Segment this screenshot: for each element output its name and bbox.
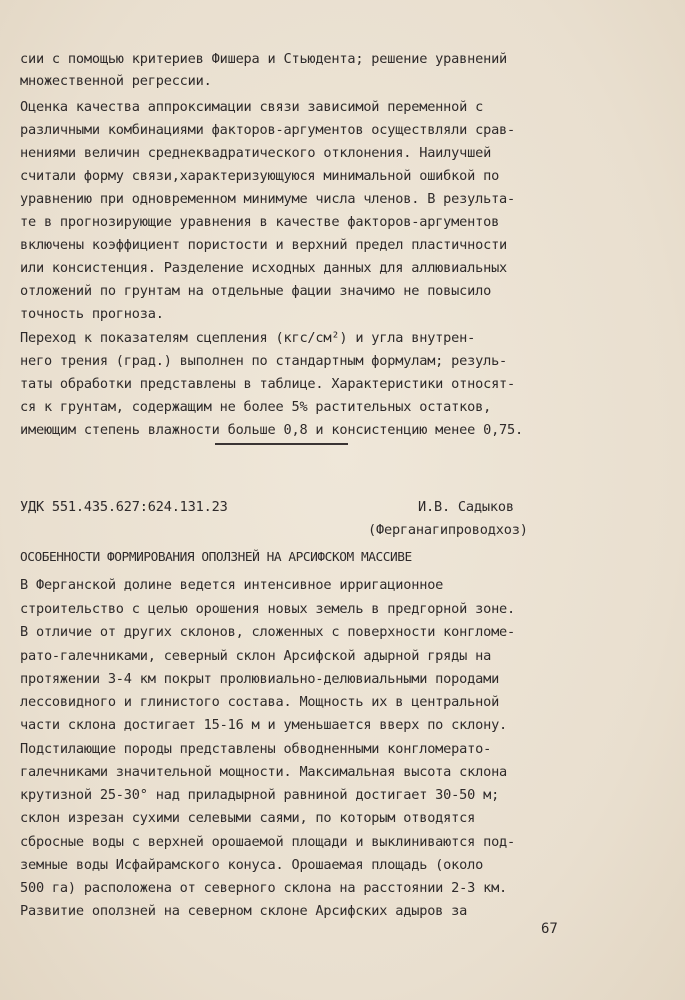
text-line: земные воды Исфайрамского конуса. Орошаемая площадь (около [20,857,484,873]
text-line: Подстилающие породы представлены обводненными конгломерато- [20,741,492,757]
text-line: таты обработки представлены в таблице. Характеристики относят- [20,376,516,392]
text-line: множественной регрессии. [20,73,212,89]
text-line: или консистенция. Разделение исходных данных для аллювиальных [20,260,508,276]
text-line: отложений по грунтам на отдельные фации значимо не повысило [20,283,492,299]
text-line: сбросные воды с верхней орошаемой площади и выклиниваются под- [20,834,516,850]
text-line: считали форму связи,характеризующуюся минимальной ошибкой по [20,168,500,184]
text-line: галечниками значительной мощности. Максимальная высота склона [20,764,508,780]
text-line: В отличие от других склонов, сложенных с поверхности конгломе- [20,624,516,640]
text-line: лессовидного и глинистого состава. Мощность их в центральной [20,694,500,710]
text-line: склон изрезан сухими селевыми саями, по которым отводятся [20,810,476,826]
text-line: части склона достигает 15-16 м и уменьшается вверх по склону. [20,717,508,733]
text-line: строительство с целью орошения новых земель в предгорной зоне. [20,601,516,617]
text-line: ся к грунтам, содержащим не более 5% растительных остатков, [20,399,492,415]
author-name: И.В. Садыков [418,499,514,515]
text-line: 500 га) расположена от северного склона на расстоянии 2-3 км. [20,880,508,896]
udk-code: УДК 551.435.627:624.131.23 [20,499,228,515]
page-number: 67 [541,921,558,937]
article-title: ОСОБЕННОСТИ ФОРМИРОВАНИЯ ОПОЛЗНЕЙ НА АРСИФСКОМ МАССИВЕ [20,550,412,565]
text-line: точность прогноза. [20,306,164,322]
text-line: нениями величин среднеквадратического отклонения. Наилучшей [20,145,492,161]
text-line: крутизной 25-30° над приладырной равниной достигает 30-50 м; [20,787,500,803]
text-line: Развитие оползней на северном склоне Арсифских адыров за [20,903,468,919]
text-line: рато-галечниками, северный склон Арсифской адырной гряды на [20,648,492,664]
text-line: включены коэффициент пористости и верхний предел пластичности [20,237,508,253]
text-line: протяжении 3-4 км покрыт пролювиально-делювиальными породами [20,671,500,687]
text-line: различными комбинациями факторов-аргументов осуществляли срав- [20,122,516,138]
text-line: те в прогнозирующие уравнения в качестве факторов-аргументов [20,214,500,230]
text-line: Оценка качества аппроксимации связи зависимой переменной с [20,99,484,115]
text-line: уравнению при одновременном минимуме числа членов. В результа- [20,191,516,207]
text-line: имеющим степень влажности больше 0,8 и консистенцию менее 0,75. [20,422,524,438]
section-divider [215,443,348,445]
author-organization: (Ферганагипроводхоз) [368,522,528,538]
text-line: В Ферганской долине ведется интенсивное ирригационное [20,577,444,593]
text-line: него трения (град.) выполнен по стандартным формулам; резуль- [20,353,508,369]
text-line: Переход к показателям сцепления (кгс/см²) и угла внутрен- [20,330,476,346]
text-line: сии с помощью критериев Фишера и Стьюдента; решение уравнений [20,51,508,67]
